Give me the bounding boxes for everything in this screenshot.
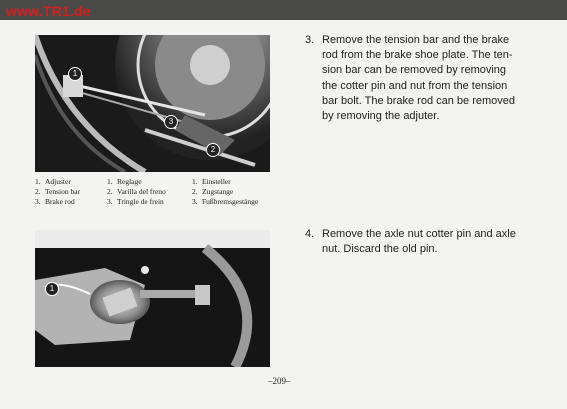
captions-french	[107, 177, 166, 207]
step-line: nut. Discard the old pin.	[322, 243, 438, 256]
step-text	[322, 33, 536, 124]
page-number: –209–	[268, 376, 291, 386]
step-line: Remove the axle nut cotter pin and axle	[322, 228, 516, 240]
callout-3: 3	[164, 115, 178, 129]
caption-item: 3. Fußbremsgestänge	[192, 197, 259, 206]
step-line: rod from the brake shoe plate. The ten-	[322, 49, 513, 62]
step-number: 3.	[305, 34, 315, 46]
caption-item: 2. Tension bar	[35, 187, 81, 196]
caption-item: 2. Varilla del freno	[107, 187, 166, 196]
callout-2: 2	[206, 143, 220, 157]
step-line: the cotter pin and nut from the tension	[322, 79, 508, 92]
site-watermark: www.TR1.de	[6, 3, 91, 19]
caption-item: 1. Reglage	[107, 177, 142, 186]
callout-1: 1	[68, 67, 82, 81]
step-number: 4.	[305, 228, 315, 240]
step-text	[322, 227, 536, 257]
step-line: bar bolt. The brake rod can be removed	[322, 94, 516, 107]
captions-german	[192, 177, 258, 207]
axle-photo-image	[35, 230, 270, 367]
callout-1: 1	[45, 282, 59, 296]
brake-photo-1-image	[35, 35, 270, 172]
caption-item: 2. Zugstange	[192, 187, 234, 196]
axle-photo	[35, 230, 270, 367]
caption-item: 3. Tringle de frein	[107, 197, 164, 206]
step-line: sion bar can be removed by removing	[322, 64, 507, 77]
brake-photo-1	[35, 35, 270, 172]
step-line: Remove the tension bar and the brake	[322, 34, 510, 46]
step-line: by removing the adjuter.	[322, 110, 440, 123]
caption-item: 1. Adjuster	[35, 177, 71, 186]
caption-item: 1. Einsteller	[192, 177, 231, 186]
captions-english	[35, 177, 80, 207]
caption-item: 3. Brake rod	[35, 197, 75, 206]
